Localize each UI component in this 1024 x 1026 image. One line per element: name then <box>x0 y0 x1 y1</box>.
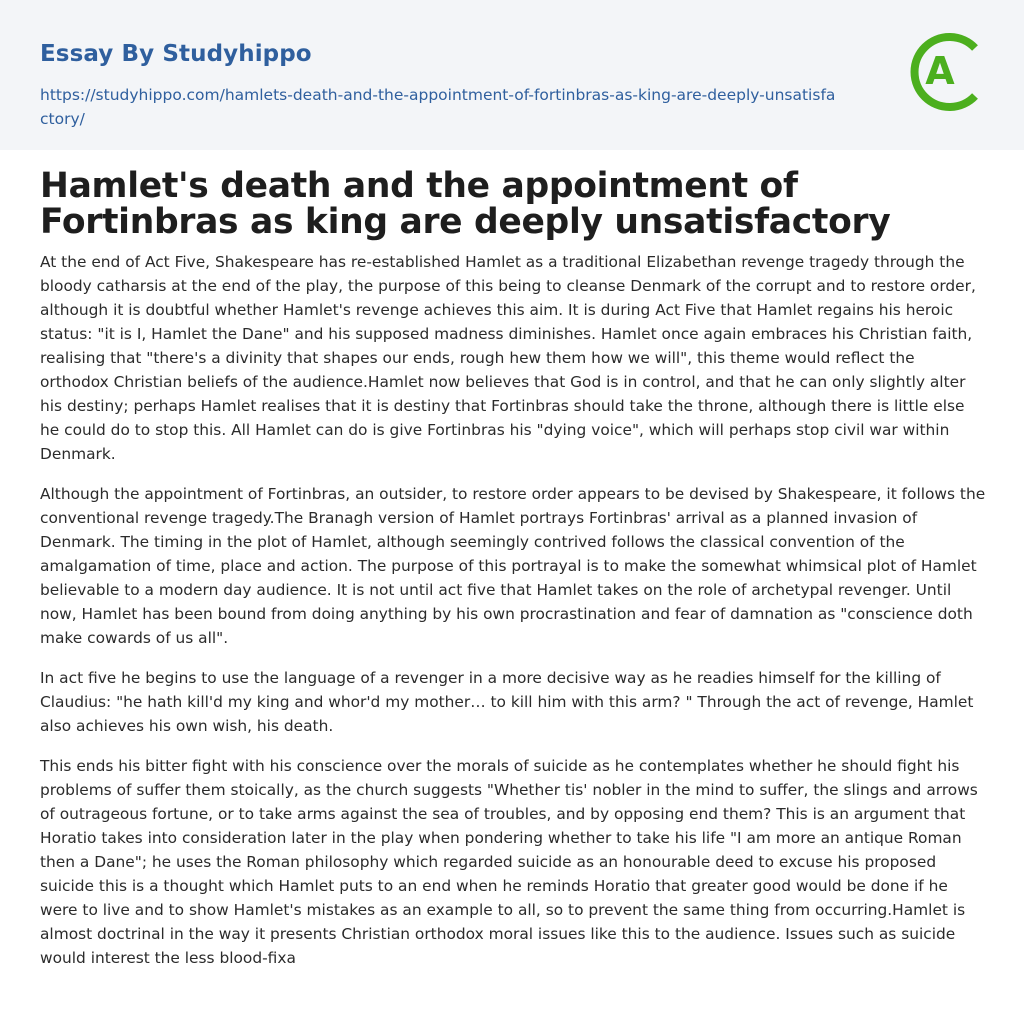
essay-paragraph: At the end of Act Five, Shakespeare has re-established Hamlet as a traditional Elizabethan revenge tragedy through the bloody catharsis at the end of the play, the purpose of this being to cleanse Denmark of the corrupt and to restore order, although it is doubtful whether Hamlet's revenge achieves this aim. It is during Act Five that Hamlet regains his heroic status: "it is I, Hamlet the Dane" and his supposed madness diminishes. Hamlet once again embraces his Christian faith, realising that "there's a divinity that shapes our ends, rough hew them how we will", this theme would reflect the orthodox Christian beliefs of the audience.Hamlet now believes that God is in control, and that he can only slightly alter his destiny; perhaps Hamlet realises that it is destiny that Fortinbras should take the throne, although there is little else he could do to stop this. All Hamlet can do is give Fortinbras his "dying voice", which will perhaps stop civil war within Denmark. <box>40 253 976 463</box>
essay-paragraph: In act five he begins to use the language of a revenger in a more decisive way as he readies himself for the killing of Claudius: "he hath kill'd my king and whor'd my mother… to kill him with this arm? " Through the act of revenge, Hamlet also achieves his own wish, his death. <box>40 669 974 735</box>
essay-title: Hamlet's death and the appointment of Fortinbras as king are deeply unsatisfactory <box>40 166 891 242</box>
essay-paragraph: This ends his bitter fight with his conscience over the morals of suicide as he contemplates whether he should fight his problems of suffer them stoically, as the church suggests "Whether tis' nobler in the mind to suffer, the slings and arrows of outrageous fortune, or to take arms against the sea of troubles, and by opposing end them? This is an argument that Horatio takes into consideration later in the play when pondering whether to take his life "I am more an antique Roman then a Dane"; he uses the Roman philosophy which regarded suicide as an honourable deed to excuse his proposed suicide this is a thought which Hamlet puts to an end when he reminds Horatio that greater good would be done if he were to live and to show Hamlet's mistakes as an example to all, so to prevent the same thing from occurring.Hamlet is almost doctrinal in the way it presents Christian orthodox moral issues like this to the audience. Issues such as suicide would interest the less blood-fixa <box>40 757 978 967</box>
site-title: Essay By Studyhippo <box>40 41 312 67</box>
essay-content <box>40 168 988 986</box>
source-url-link[interactable]: https://studyhippo.com/hamlets-death-and-the-appointment-of-fortinbras-as-king-are-deeply-unsatisfactory/ <box>40 86 836 128</box>
studyhippo-logo-icon <box>903 28 987 116</box>
logo-letter: A <box>925 49 955 93</box>
site-header <box>0 0 1024 150</box>
essay-paragraph: Although the appointment of Fortinbras, an outsider, to restore order appears to be devised by Shakespeare, it follows the conventional revenge tragedy.The Branagh version of Hamlet portrays Fortinbras' arrival as a planned invasion of Denmark. The timing in the plot of Hamlet, although seemingly contrived follows the classical convention of the amalgamation of time, place and action. The purpose of this portrayal is to make the somewhat whimsical plot of Hamlet believable to a modern day audience. It is not until act five that Hamlet takes on the role of archetypal revenger. Until now, Hamlet has been bound from doing anything by his own procrastination and fear of damnation as "conscience doth make cowards of us all". <box>40 485 986 647</box>
